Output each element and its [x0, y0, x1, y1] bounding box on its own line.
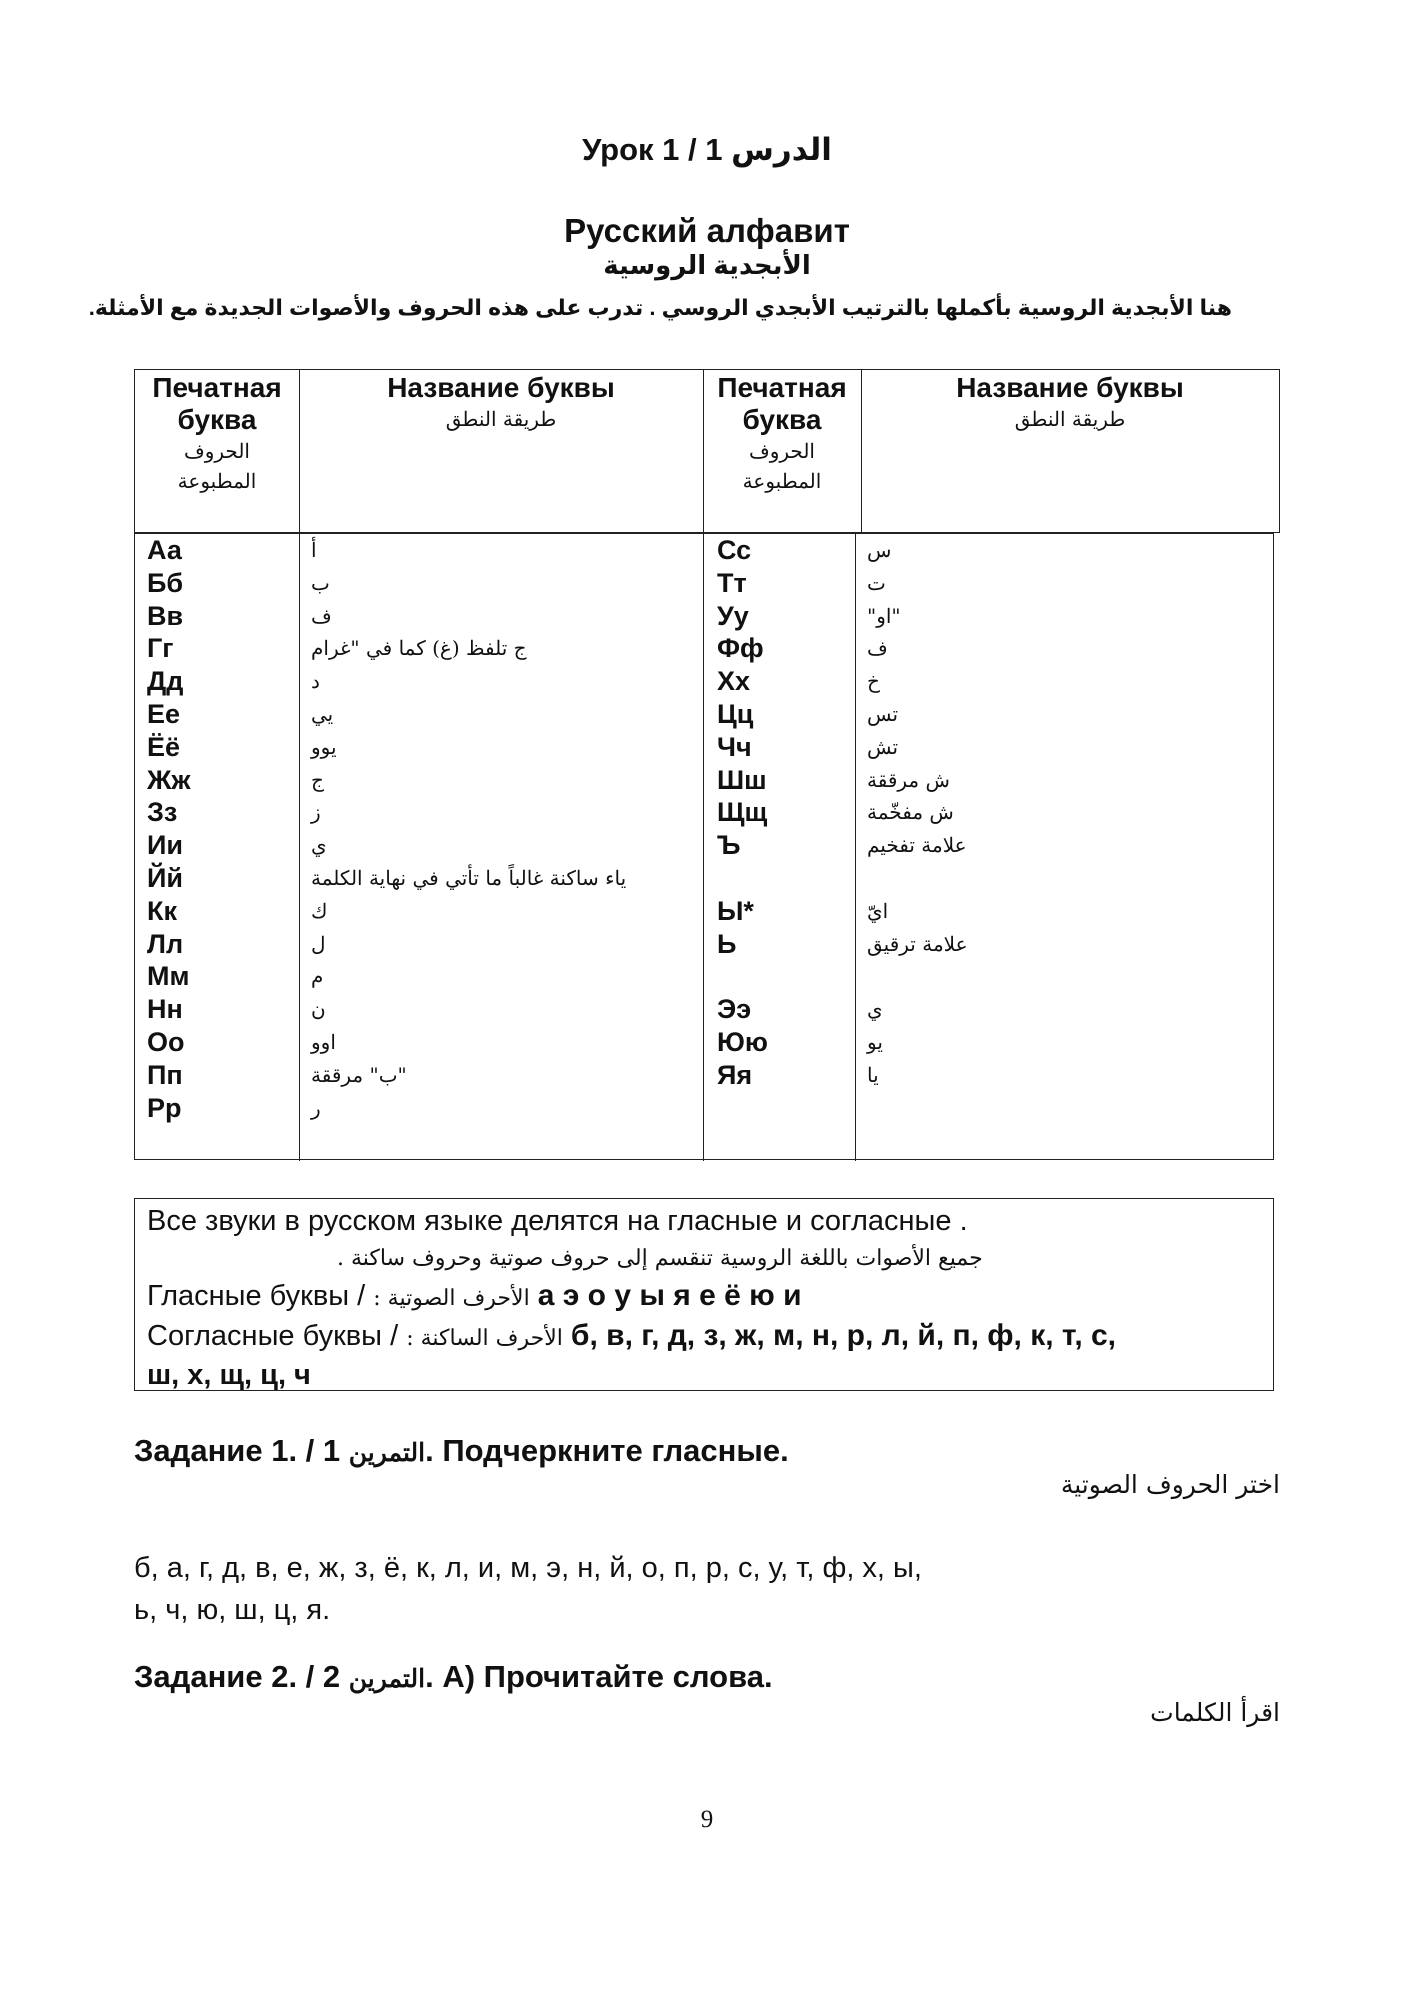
table-sound: ج تلفظ (غ) كما في "غرام	[311, 636, 527, 661]
task1-letters	[134, 1547, 1280, 1631]
table-sound: أ	[311, 538, 317, 562]
info-line-ru: Все звуки в русском языке делятся на гласные и согласные .	[147, 1205, 968, 1237]
table-letter: Юю	[717, 1026, 768, 1057]
table-sound: م	[311, 964, 324, 989]
consonants-list-continued: ш, х, щ, ц, ч	[147, 1359, 311, 1391]
table-letter: Фф	[717, 633, 764, 664]
vowels-line	[147, 1277, 1261, 1317]
table-sound: ش مفخّمة	[867, 800, 954, 825]
table-sound: "ب" مرققة	[311, 1062, 407, 1087]
table-letter: Нн	[147, 994, 183, 1025]
table-letter: Ээ	[717, 994, 752, 1025]
table-letter: Хх	[717, 666, 751, 697]
header-printed-letter-left: Печатная буква الحروف المطبوعة	[152, 372, 282, 493]
alphabet-table-header	[134, 369, 1280, 533]
task1-letters-line1: б, а, г, д, в, е, ж, з, ё, к, л, и, м, э, н, й, о, п, р, с, у, т, ф, х, ы,	[134, 1552, 922, 1584]
table-letter	[717, 960, 847, 993]
table-sound: تس	[867, 701, 899, 726]
lesson-title-ar: الدرس	[731, 132, 832, 167]
table-sound: ل	[311, 931, 326, 956]
vowels-list: а э о у ы я е ё ю и	[537, 1279, 802, 1312]
table-sound: ي	[867, 997, 883, 1022]
alphabet-table-body	[134, 533, 1274, 1160]
lesson-title-ru: Урок 1 / 1	[582, 132, 723, 167]
page-number: 9	[700, 1806, 714, 1833]
table-sound: يو	[867, 1029, 883, 1054]
table-letter: Тт	[717, 567, 747, 598]
right-letter-column	[717, 534, 847, 1092]
page-title-arabic: الأبجدية الروسية	[603, 250, 811, 280]
task1-title: Задание 1. / 1 التمرين. Подчеркните гласные.	[134, 1433, 789, 1468]
left-sound-column	[311, 534, 691, 1124]
table-sound: يي	[311, 701, 334, 726]
table-letter: Чч	[717, 731, 752, 762]
table-letter: Ь	[717, 928, 737, 959]
table-letter: Ее	[147, 698, 181, 729]
table-sound: "او"	[867, 603, 901, 628]
table-sound: ف	[311, 603, 332, 628]
table-letter: Цц	[717, 698, 754, 729]
info-box	[134, 1198, 1274, 1391]
table-letter: Мм	[147, 961, 190, 992]
page-title: Русский алфавит	[564, 212, 850, 249]
table-sound: ت	[867, 570, 886, 595]
intro-text: هنا الأبجدية الروسية بأكملها بالترتيب الأبجدي الروسي . تدرب على هذه الحروف والأصوات الجديدة مع الأمثلة.	[88, 295, 1232, 320]
consonants-label-ar: الأحرف الساكنة :	[406, 1326, 563, 1351]
table-sound	[867, 960, 1267, 993]
info-line-ar: جميع الأصوات باللغة الروسية تنقسم إلى حروف صوتية وحروف ساكنة .	[337, 1246, 983, 1271]
table-sound: خ	[867, 669, 880, 694]
table-letter: Лл	[147, 928, 184, 959]
table-sound: ب	[311, 570, 330, 595]
consonants-list: б, в, г, д, з, ж, м, н, р, л, й, п, ф, к, т, с,	[570, 1319, 1117, 1352]
table-sound: يوو	[311, 734, 337, 759]
table-sound: يا	[867, 1062, 879, 1087]
table-letter: Шш	[717, 764, 767, 795]
table-sound: تش	[867, 734, 899, 759]
table-sound	[867, 862, 1267, 895]
task2-instruction: اقرأ الكلمات	[1150, 1698, 1280, 1727]
task2-text: . А) Прочитайте слова.	[425, 1659, 773, 1694]
table-letter	[717, 862, 847, 895]
right-sound-column	[867, 534, 1267, 1092]
table-letter: Аа	[147, 535, 182, 565]
header-printed-letter-right: Печатная буква الحروف المطبوعة	[717, 372, 847, 493]
header-letter-name-left: Название буквы طريقة النطق	[387, 372, 615, 431]
lesson-title	[0, 132, 1414, 168]
table-sound: ايّ	[867, 898, 889, 923]
table-sound: ش مرققة	[867, 767, 950, 792]
task1-letters-line2: ь, ч, ю, ш, ц, я.	[134, 1594, 331, 1626]
header-letter-name-right: Название буквы طريقة النطق	[956, 372, 1184, 431]
table-sound: ياء ساكنة غالباً ما تأتي في نهاية الكلمة	[311, 865, 627, 890]
table-letter: Ы*	[717, 895, 754, 926]
table-letter: Яя	[717, 1059, 753, 1090]
task1-text: . Подчеркните гласные.	[425, 1433, 789, 1468]
table-sound: ف	[867, 636, 888, 661]
table-sound: ي	[311, 833, 327, 858]
task2-title: Задание 2. / 2 التمرين. А) Прочитайте слова.	[134, 1659, 773, 1694]
table-sound: ز	[311, 800, 321, 825]
table-letter: Ёё	[147, 731, 181, 762]
table-sound: علامة ترقيق	[867, 931, 968, 956]
table-sound: ر	[311, 1095, 321, 1120]
table-sound: ك	[311, 898, 328, 923]
table-letter: Ии	[147, 830, 184, 861]
table-letter: Зз	[147, 797, 178, 828]
consonants-label: Согласные буквы /	[147, 1320, 399, 1352]
table-letter: Уу	[717, 600, 749, 631]
vowels-label-ar: الأحرف الصوتية :	[373, 1286, 530, 1311]
table-letter: Пп	[147, 1059, 183, 1090]
left-letter-column	[147, 534, 295, 1124]
table-letter: Оо	[147, 1026, 185, 1057]
table-letter: Жж	[147, 764, 191, 795]
table-letter: Сс	[717, 535, 752, 565]
table-letter: Рр	[147, 1092, 182, 1123]
table-letter: Кк	[147, 895, 177, 926]
table-sound: ن	[311, 997, 326, 1022]
table-letter: Бб	[147, 567, 184, 598]
table-letter: Йй	[147, 862, 184, 893]
consonants-line	[147, 1317, 1261, 1357]
table-letter: Вв	[147, 600, 184, 631]
task1-label-ar: التمرين	[348, 1438, 426, 1467]
table-letter: Ъ	[717, 830, 741, 861]
task1-instruction: اختر الحروف الصوتية	[1060, 1470, 1280, 1499]
table-sound: ج	[311, 767, 324, 792]
table-sound: علامة تفخيم	[867, 833, 967, 858]
table-letter: Гг	[147, 633, 174, 664]
task2-label-ar: التمرين	[348, 1664, 426, 1693]
table-letter: Дд	[147, 666, 184, 697]
table-sound: د	[311, 669, 320, 694]
vowels-label: Гласные буквы /	[147, 1280, 366, 1312]
table-sound: س	[867, 538, 892, 562]
table-letter: Щщ	[717, 797, 768, 828]
table-sound: اوو	[311, 1029, 336, 1054]
